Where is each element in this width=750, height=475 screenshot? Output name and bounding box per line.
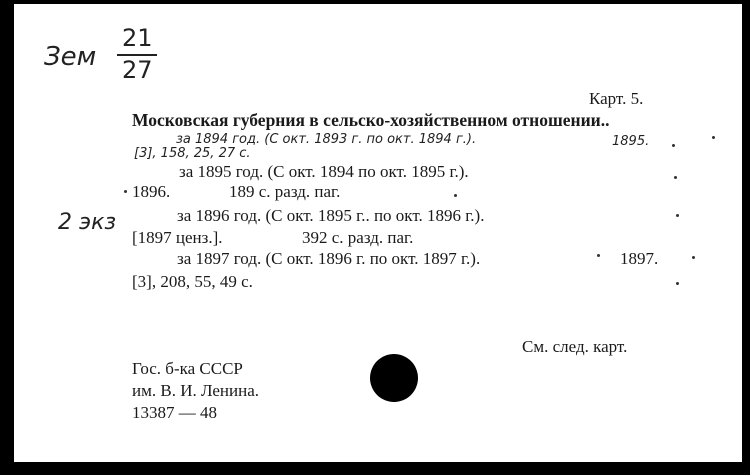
handwritten-denominator: 27	[122, 56, 153, 84]
line-1897-pages: 392 с. разд. паг.	[302, 228, 414, 247]
speck	[597, 254, 600, 257]
line-1897-period: за 1897 год. (С окт. 1896 г. по окт. 1897 г.).	[177, 249, 481, 268]
library-line-1: Гос. б-ка СССР	[132, 359, 243, 378]
handwritten-pages: [3], 158, 25, 27 с.	[134, 146, 251, 161]
line-1896-pages: 189 с. разд. паг.	[229, 182, 341, 201]
line-1897-year: 1897.	[620, 249, 659, 268]
margin-note: 2 экз	[58, 210, 117, 235]
line-1895: за 1895 год. (С окт. 1894 по окт. 1895 г.).	[179, 162, 469, 181]
speck	[672, 144, 675, 147]
see-next-card: См. след. карт.	[522, 337, 628, 356]
punched-hole	[370, 354, 418, 402]
card-title: Московская губерния в сельско-хозяйственном отношении..	[132, 110, 610, 130]
catalog-card	[14, 4, 742, 462]
speck	[674, 176, 677, 179]
speck	[676, 214, 679, 217]
library-line-3: 13387 — 48	[132, 403, 217, 422]
line-1896-year: 1896.	[132, 182, 171, 201]
speck	[454, 194, 457, 197]
line-1897-cens: [1897 ценз.].	[132, 228, 223, 247]
card-number: Карт. 5.	[589, 89, 644, 108]
handwritten-prefix: Зем	[44, 42, 97, 72]
speck	[712, 136, 715, 139]
speck	[692, 256, 695, 259]
line-1896-period: за 1896 год. (С окт. 1895 г.. по окт. 1896 г.).	[177, 206, 485, 225]
handwritten-numerator: 21	[122, 24, 153, 52]
handwritten-year-right: 1895.	[612, 134, 650, 149]
speck	[124, 190, 127, 193]
library-line-2: им. В. И. Ленина.	[132, 381, 260, 400]
handwritten-year-line: за 1894 год. (С окт. 1893 г. по окт. 1894 г.).	[176, 132, 477, 147]
line-1897-last: [3], 208, 55, 49 с.	[132, 272, 253, 291]
speck	[676, 282, 679, 285]
